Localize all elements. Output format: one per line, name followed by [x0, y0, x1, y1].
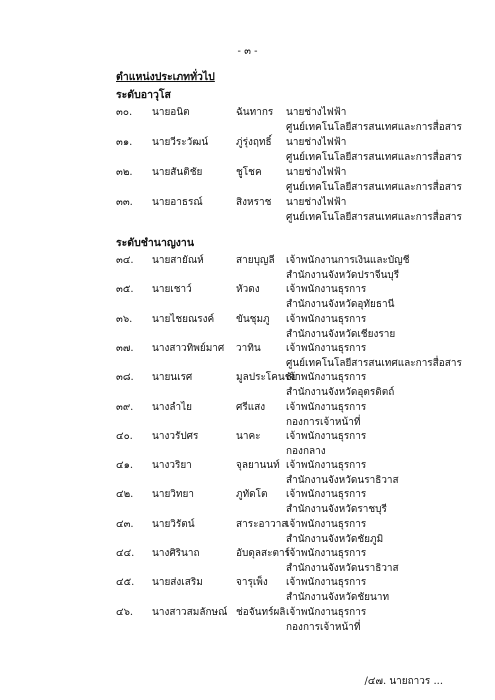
position-title: นายช่างไฟฟ้า — [286, 137, 347, 148]
category-title: ตำแหน่งประเภททั่วไป — [116, 71, 215, 83]
list-item — [0, 430, 495, 460]
position-title: เจ้าพนักงานธุรการ — [286, 548, 367, 559]
last-name: ชูโชค — [236, 167, 262, 178]
entry-number: ๓๔. — [116, 255, 134, 266]
first-name: นางลำไย — [152, 401, 192, 413]
entry-number: ๔๒. — [116, 489, 134, 501]
entry-number: ๓๑. — [116, 137, 133, 148]
entry-number: ๓๒. — [116, 167, 133, 178]
last-name: สิงหราช — [236, 197, 272, 208]
position-title: เจ้าพนักงานธุรการ — [286, 313, 367, 325]
list-item — [0, 254, 495, 284]
position-title: เจ้าพนักงานธุรการ — [286, 518, 367, 530]
list-item — [0, 342, 495, 372]
level-senior-header: ระดับอาวุโส — [116, 89, 171, 101]
organization: ศูนย์เทคโนโลยีสารสนเทศและการสื่อสาร — [286, 182, 462, 193]
position-title: เจ้าพนักงานธุรการ — [286, 401, 367, 413]
last-name: นาคะ — [236, 430, 261, 442]
list-item — [0, 283, 495, 313]
organization: กองกลาง — [286, 445, 326, 457]
entry-number: ๓๘. — [116, 372, 134, 384]
list-item — [0, 196, 495, 226]
last-name: จุลยานนท์ — [236, 460, 280, 472]
first-name: นายนเรศ — [152, 372, 193, 384]
first-name: นางสาวสมลักษณ์ — [152, 606, 228, 618]
position-title: เจ้าพนักงานธุรการ — [286, 372, 367, 384]
organization: สำนักงานจังหวัดราชบุรี — [286, 504, 387, 516]
last-name: ฉันทากร — [236, 107, 274, 118]
position-title: เจ้าพนักงานธุรการ — [286, 342, 367, 354]
last-name: อับดุลสะตาร์ — [236, 548, 290, 559]
first-name: นายวิรัตน์ — [152, 518, 195, 530]
last-name: มูลประโคนชัย — [236, 372, 298, 384]
list-item — [0, 313, 495, 343]
position-title: เจ้าพนักงานธุรการ — [286, 284, 367, 296]
position-title: เจ้าพนักงานธุรการ — [286, 606, 367, 618]
organization: กองการเจ้าหน้าที่ — [286, 621, 361, 633]
entry-number: ๔๕. — [116, 577, 135, 589]
organization: สำนักงานจังหวัดปราจีนบุรี — [286, 270, 400, 281]
list-item — [0, 371, 495, 401]
entry-number: ๓๐. — [116, 107, 133, 118]
list-item — [0, 401, 495, 431]
entry-number: ๓๖. — [116, 313, 133, 325]
entry-number: ๔๑. — [116, 460, 134, 472]
entry-number: ๔๖. — [116, 606, 134, 618]
page-number: - ๓ - — [237, 46, 258, 57]
first-name: นายเชาว์ — [152, 284, 192, 296]
footer-continuation: /๔๗. นายถาวร ... — [364, 676, 443, 687]
level-experienced-header: ระดับชำนาญงาน — [116, 237, 195, 249]
organization: สำนักงานจังหวัดอุทัยธานี — [286, 299, 395, 311]
first-name: นางวรัปศร — [152, 430, 199, 442]
organization: สำนักงานจังหวัดเชียงราย — [286, 328, 396, 340]
first-name: นางศิรินาถ — [152, 548, 200, 559]
position-title: นายช่างไฟฟ้า — [286, 197, 347, 208]
first-name: นายไชยณรงค์ — [152, 313, 215, 325]
first-name: นางสาวทิพย์มาศ — [152, 342, 225, 354]
list-item — [0, 136, 495, 166]
last-name: สายบุญลี — [236, 255, 275, 266]
first-name: นายอนิต — [152, 107, 190, 118]
first-name: นายส่งเสริม — [152, 577, 203, 589]
last-name: ภูทัดโต — [236, 489, 268, 501]
first-name: นายอาธรณ์ — [152, 197, 203, 208]
organization: ศูนย์เทคโนโลยีสารสนเทศและการสื่อสาร — [286, 152, 462, 163]
list-item — [0, 547, 495, 577]
first-name: นางวริยา — [152, 460, 192, 472]
entry-number: ๔๓. — [116, 518, 134, 530]
entry-number: ๓๕. — [116, 284, 134, 296]
first-name: นายสายัณห์ — [152, 255, 204, 266]
entry-number: ๓๓. — [116, 197, 133, 208]
position-title: เจ้าพนักงานการเงินและบัญชี — [286, 255, 410, 266]
entry-number: ๓๙. — [116, 401, 134, 413]
position-title: เจ้าพนักงานธุรการ — [286, 577, 367, 589]
organization: สำนักงานจังหวัดชัยนาท — [286, 592, 390, 604]
position-title: นายช่างไฟฟ้า — [286, 167, 347, 178]
last-name: ขันชุมภู — [236, 313, 270, 325]
organization: ศูนย์เทคโนโลยีสารสนเทศและการสื่อสาร — [286, 357, 462, 369]
position-title: เจ้าพนักงานธุรการ — [286, 460, 367, 472]
organization: กองการเจ้าหน้าที่ — [286, 416, 361, 428]
entry-number: ๔๔. — [116, 548, 135, 559]
list-item — [0, 459, 495, 489]
list-item — [0, 606, 495, 636]
entry-number: ๓๗. — [116, 342, 134, 354]
organization: ศูนย์เทคโนโลยีสารสนเทศและการสื่อสาร — [286, 122, 462, 133]
first-name: นายวิทยา — [152, 489, 194, 501]
last-name: ช่อจันทร์ผลิ — [236, 606, 286, 618]
last-name: หัวดง — [236, 284, 260, 296]
organization: สำนักงานจังหวัดชัยภูมิ — [286, 533, 384, 545]
first-name: นายวีระวัฒน์ — [152, 137, 209, 148]
position-title: เจ้าพนักงานธุรการ — [286, 489, 367, 501]
organization: สำนักงานจังหวัดนราธิวาส — [286, 563, 399, 574]
position-title: นายช่างไฟฟ้า — [286, 107, 347, 118]
last-name: จารุเพ็ง — [236, 577, 268, 589]
last-name: ศรีแสง — [236, 401, 266, 413]
list-item — [0, 576, 495, 606]
list-item — [0, 518, 495, 548]
organization: ศูนย์เทคโนโลยีสารสนเทศและการสื่อสาร — [286, 212, 462, 223]
first-name: นายสันติชัย — [152, 167, 203, 178]
last-name: สาระอาวาส — [236, 518, 288, 530]
position-title: เจ้าพนักงานธุรการ — [286, 430, 367, 442]
entry-number: ๔๐. — [116, 430, 133, 442]
last-name: ภู่รุ่งฤทธิ์ — [236, 137, 272, 148]
last-name: วาทิน — [236, 342, 261, 354]
organization: สำนักงานจังหวัดนราธิวาส — [286, 475, 399, 487]
organization: สำนักงานจังหวัดอุตรดิตถ์ — [286, 387, 395, 399]
list-item — [0, 166, 495, 196]
list-item — [0, 488, 495, 518]
list-item — [0, 106, 495, 136]
